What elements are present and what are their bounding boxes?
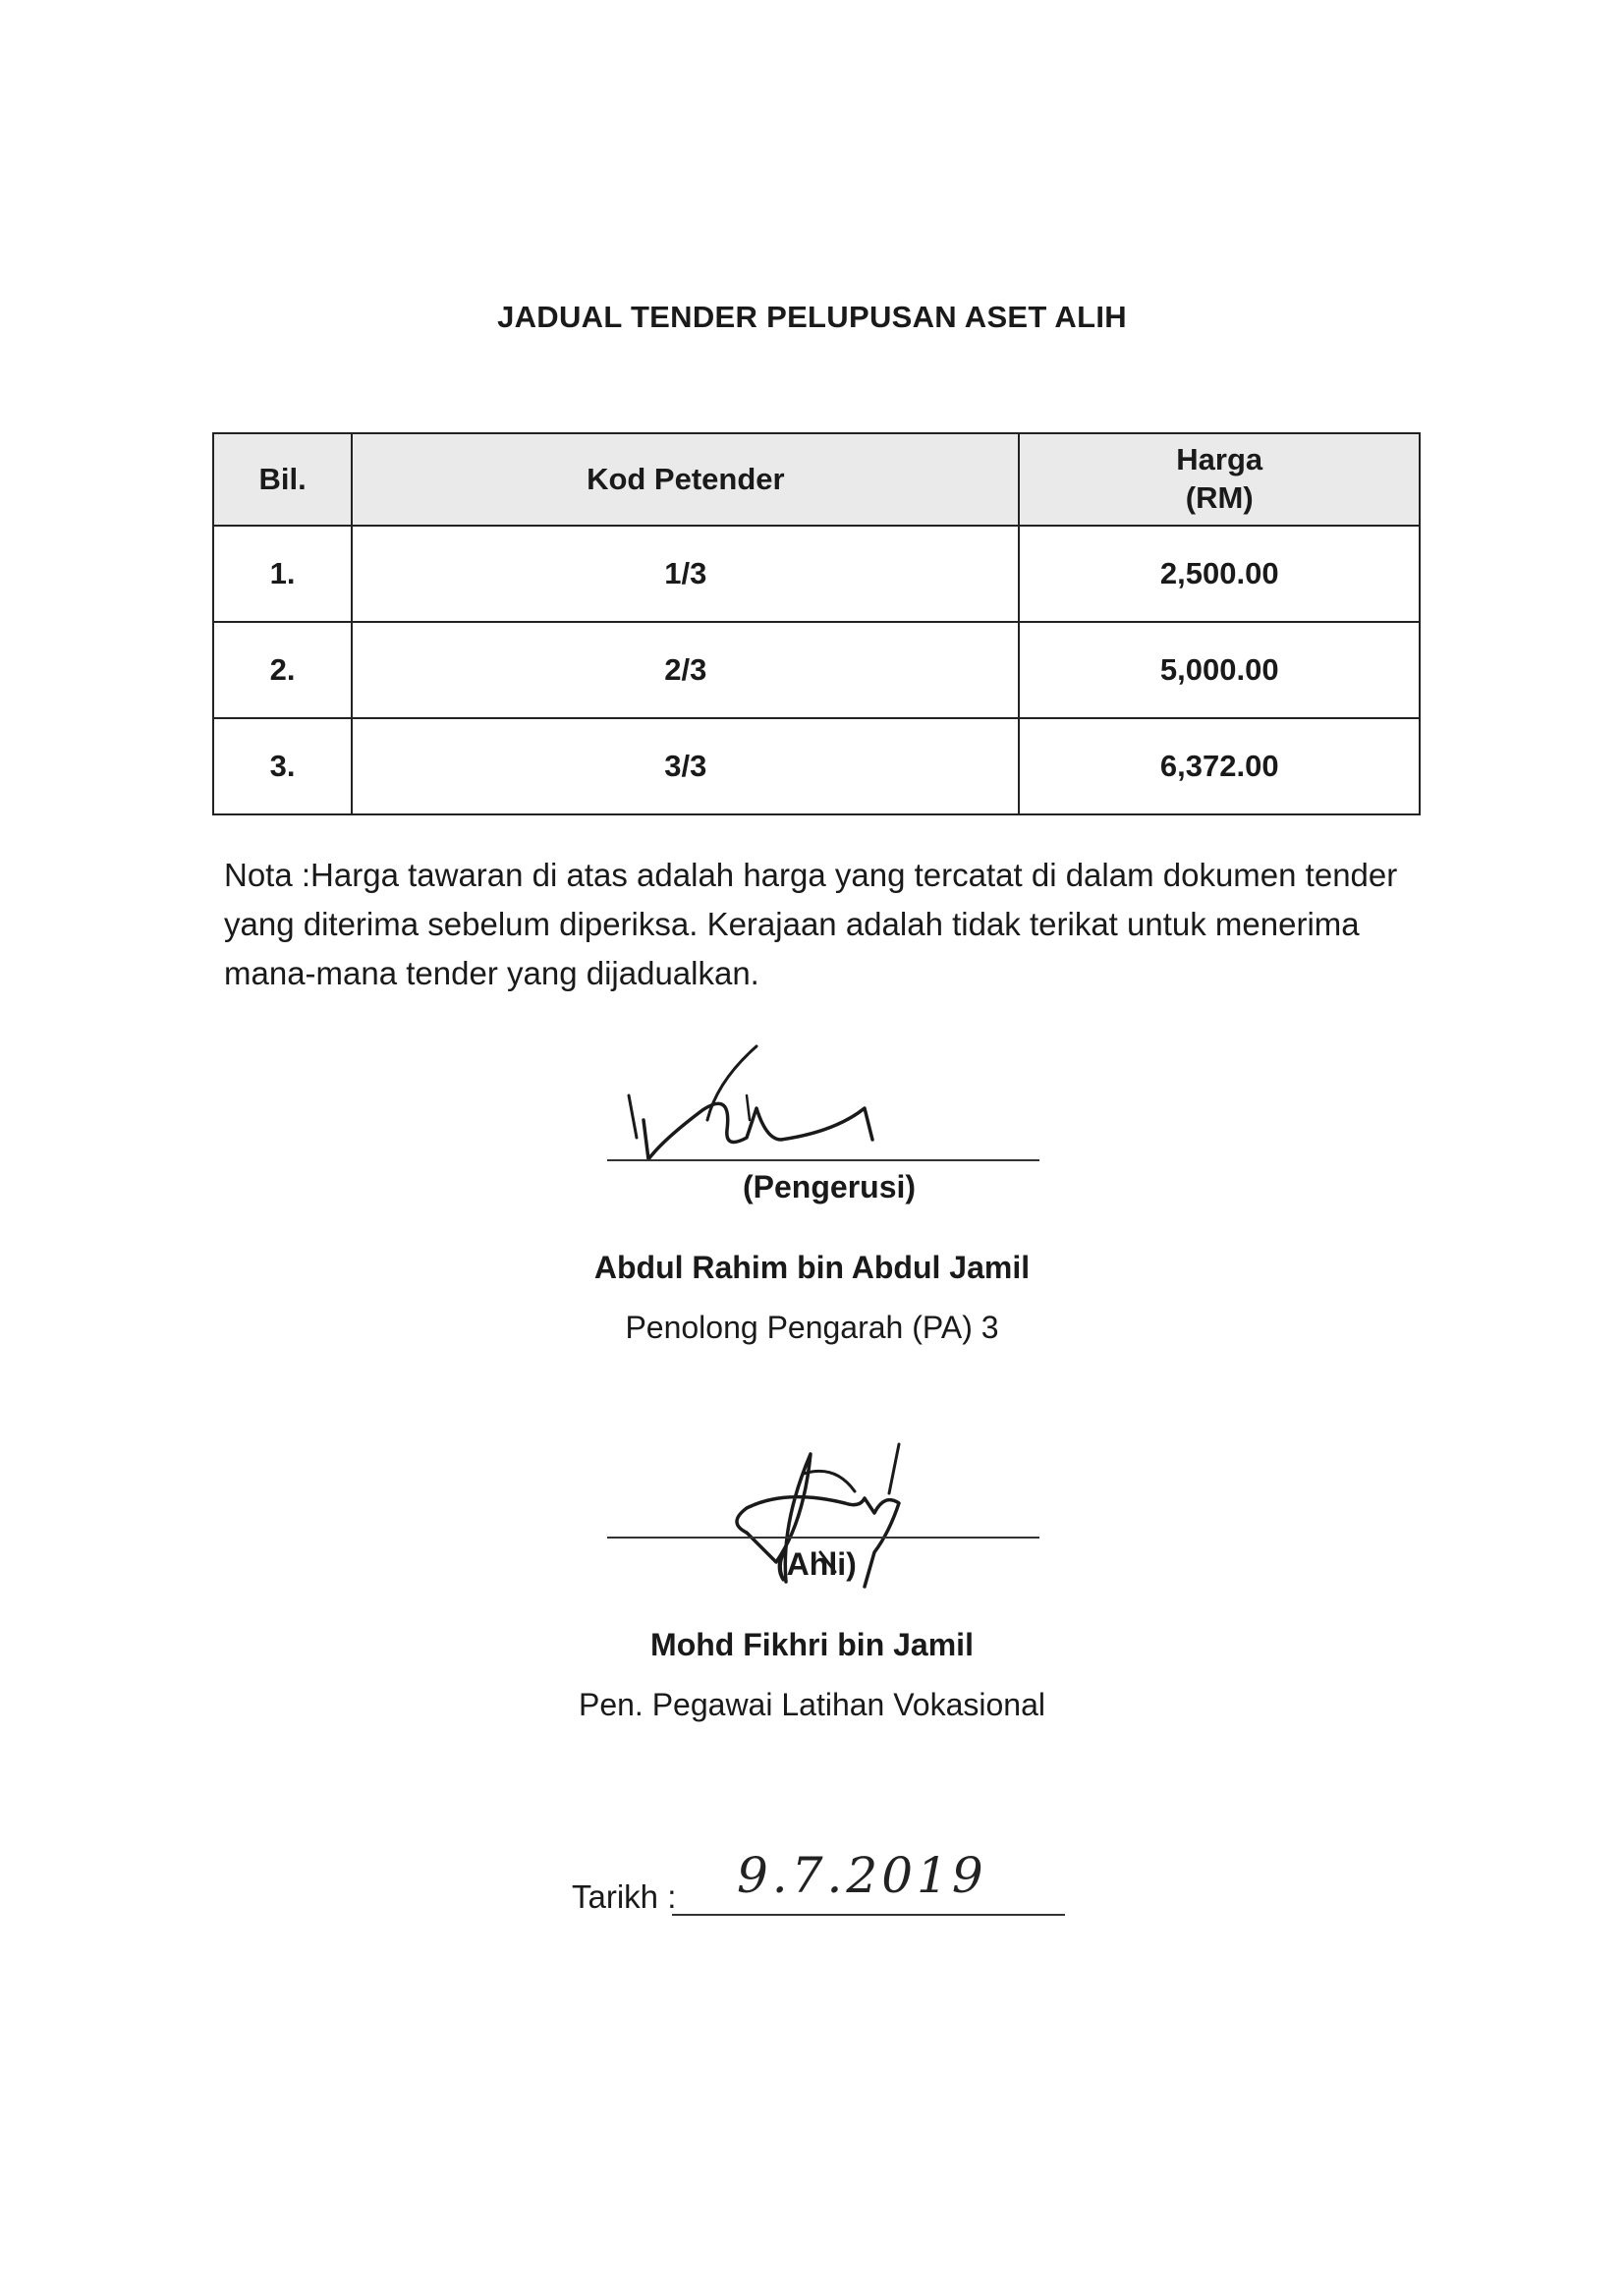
cell-harga: 6,372.00 (1019, 718, 1420, 814)
signatory-name-chairman: Abdul Rahim bin Abdul Jamil (593, 1250, 1031, 1285)
date-label: Tarikh : (572, 1878, 677, 1915)
header-kod-petender: Kod Petender (352, 433, 1019, 526)
cell-harga: 2,500.00 (1019, 526, 1420, 622)
signatory-chairman (0, 1250, 1624, 1346)
signature-line-member (607, 1537, 1039, 1539)
signatory-position-member: Pen. Pegawai Latihan Vokasional (578, 1687, 1045, 1722)
signatory-role-chairman: (Pengerusi) (743, 1169, 917, 1204)
signatory-role-member: (Ahli) (776, 1546, 857, 1582)
header-harga-unit: (RM) (1185, 480, 1254, 515)
signature-line-chairman (607, 1159, 1039, 1161)
cell-harga: 5,000.00 (1019, 622, 1420, 718)
table-row (213, 622, 1420, 718)
table-row (213, 526, 1420, 622)
cell-bil: 2. (213, 622, 352, 718)
cell-bil: 1. (213, 526, 352, 622)
table-row (213, 718, 1420, 814)
cell-kod: 3/3 (352, 718, 1019, 814)
header-bil: Bil. (213, 433, 352, 526)
cell-kod: 2/3 (352, 622, 1019, 718)
date-line (672, 1914, 1065, 1916)
date-value: 9.7.2019 (737, 1847, 987, 1904)
cell-bil: 3. (213, 718, 352, 814)
tender-table (212, 432, 1421, 815)
signatory-position-chairman: Penolong Pengarah (PA) 3 (625, 1310, 999, 1345)
header-harga-label: Harga (1176, 442, 1263, 477)
signatory-name-member: Mohd Fikhri bin Jamil (650, 1627, 974, 1662)
header-harga (1019, 433, 1420, 526)
cell-kod: 1/3 (352, 526, 1019, 622)
table-header-row (213, 433, 1420, 526)
signatory-member (0, 1627, 1624, 1723)
note-paragraph: Nota :Harga tawaran di atas adalah harga yang tercatat di dalam dokumen tender yang diterima sebelum diperiksa. Kerajaan adalah tidak terikat untuk menerima mana-mana tender yang dijadualkan. (224, 857, 1398, 991)
document-title: JADUAL TENDER PELUPUSAN ASET ALIH (497, 300, 1127, 334)
